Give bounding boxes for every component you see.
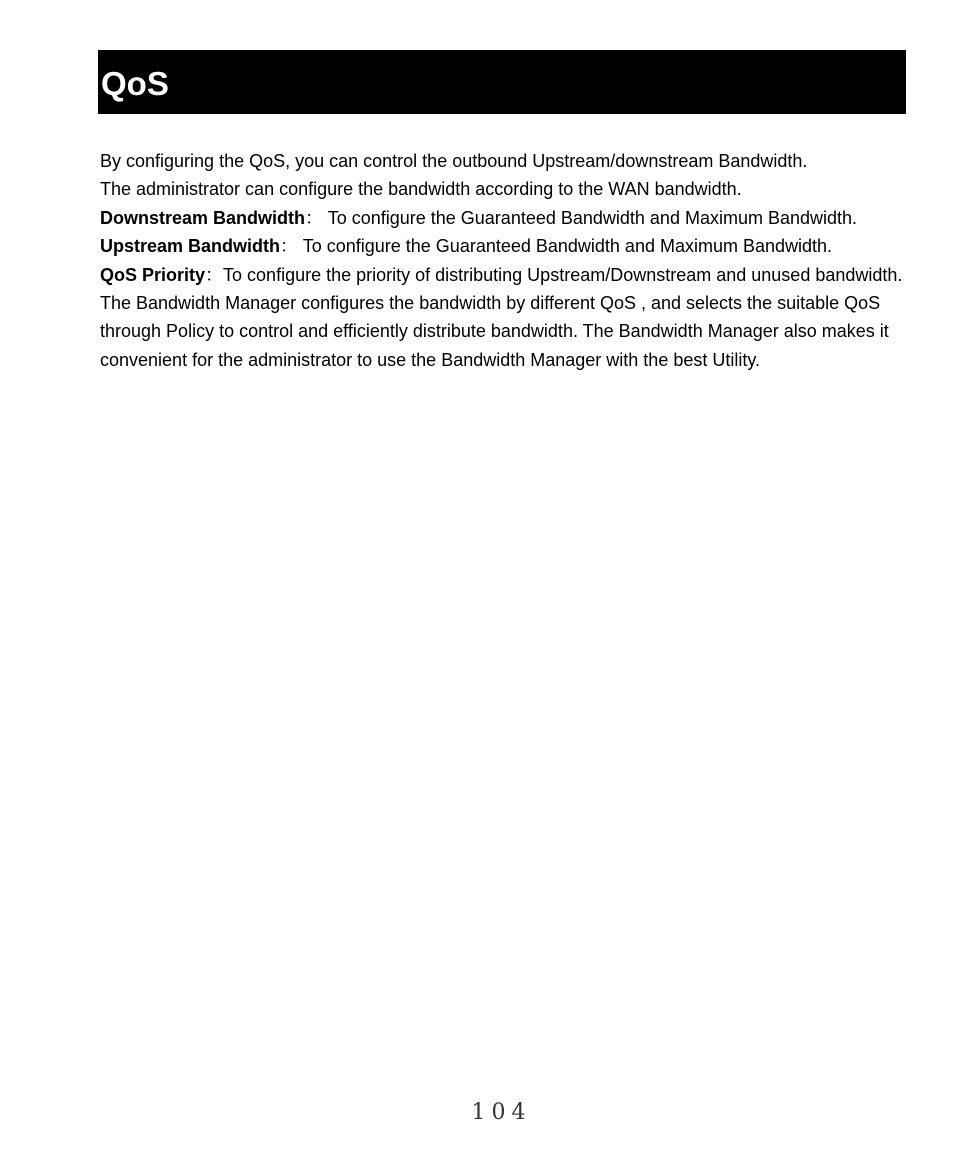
priority-description: To configure the priority of distributing Upstream/Downstream and unused bandwidth. xyxy=(223,264,903,285)
downstream-definition xyxy=(100,204,910,232)
priority-term: QoS Priority xyxy=(100,264,206,285)
downstream-separator: ： xyxy=(305,207,328,228)
intro-line-2: The administrator can configure the bandwidth according to the WAN bandwidth. xyxy=(100,179,742,200)
section-title-bar xyxy=(98,50,906,114)
page-title: QoS xyxy=(101,64,169,102)
page-number: 104 xyxy=(471,1100,532,1125)
document-body xyxy=(100,147,910,374)
upstream-term: Upstream Bandwidth xyxy=(100,236,281,257)
intro-line-1: By configuring the QoS, you can control the outbound Upstream/downstream Bandwidth. xyxy=(100,151,808,171)
priority-separator: ： xyxy=(205,264,224,285)
upstream-description: To configure the Guaranteed Bandwidth and Maximum Bandwidth. xyxy=(302,236,833,257)
upstream-separator: ： xyxy=(280,236,303,257)
bandwidth-manager-paragraph: The Bandwidth Manager configures the bandwidth by different QoS , and selects the suitable QoS through Policy to control and efficiently distribute bandwidth. The Bandwidth Manager also makes it convenient for the administrator to use the Bandwidth Manager with the best Utility. xyxy=(100,293,889,370)
downstream-term: Downstream Bandwidth xyxy=(100,207,306,228)
priority-definition xyxy=(100,261,910,289)
downstream-description: To configure the Guaranteed Bandwidth and Maximum Bandwidth. xyxy=(327,207,858,228)
upstream-definition xyxy=(100,232,910,260)
